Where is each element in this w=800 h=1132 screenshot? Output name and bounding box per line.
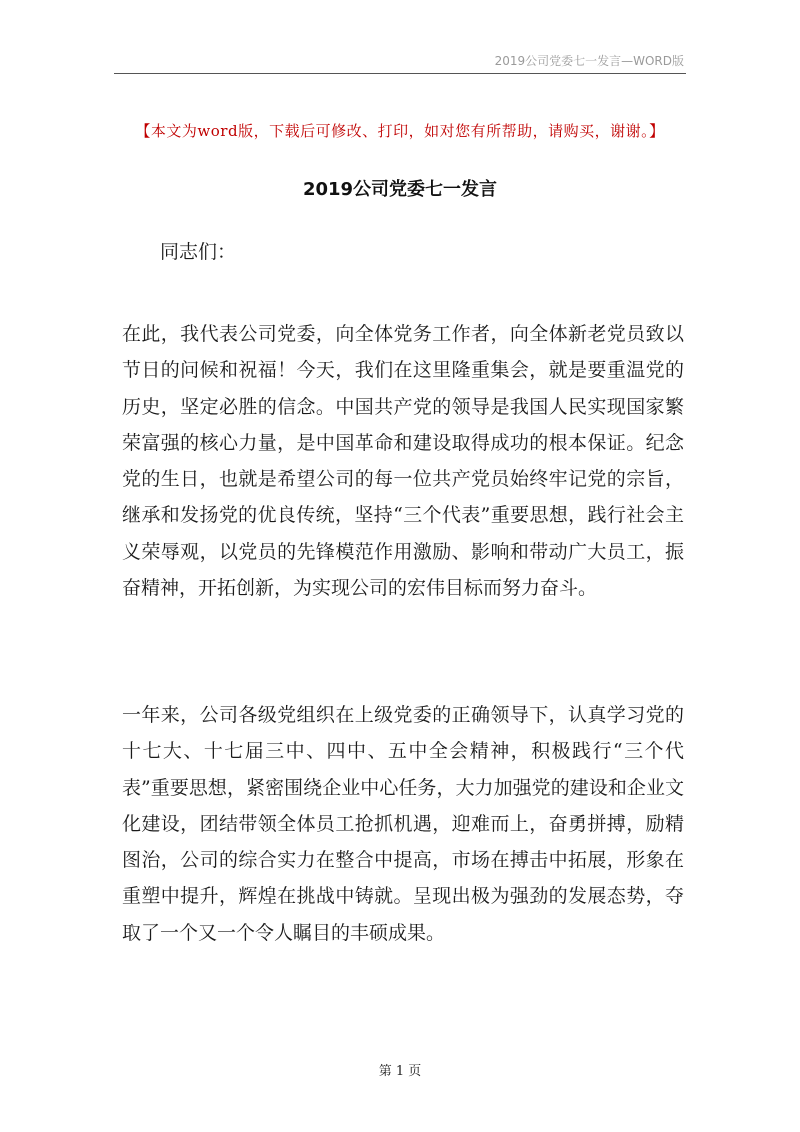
purchase-notice: 【本文为word版，下载后可修改、打印，如对您有所帮助，请购买，谢谢。】 bbox=[135, 122, 665, 140]
body-paragraph-2: 一年来，公司各级党组织在上级党委的正确领导下，认真学习党的十七大、十七届三中、四中、五中全会精神，积极践行“三个代表”重要思想，紧密围绕企业中心任务，大力加强党的建设和企业文化建设，团结带领全体员工抢抓机遇，迎难而上，奋勇拼搏，励精图治，公司的综合实力在整合中提高，市场在搏击中拓展，形象在重塑中提升，辉煌在挑战中铸就。呈现出极为强劲的发展态势，夺取了一个又一个令人瞩目的丰硕成果。 bbox=[122, 704, 684, 944]
salutation: 同志们： bbox=[160, 241, 237, 263]
document-title: 2019公司党委七一发言 bbox=[302, 179, 498, 200]
body-paragraph-1: 在此，我代表公司党委，向全体党务工作者，向全体新老党员致以节日的问候和祝福！今天，我们在这里隆重集会，就是要重温党的历史，坚定必胜的信念。中国共产党的领导是我国人民实现国家繁荣富强的核心力量，是中国革命和建设取得成功的根本保证。纪念党的生日，也就是希望公司的每一位共产党员始终牢记党的宗旨，继承和发扬党的优良传统，坚持“三个代表”重要思想，践行社会主义荣辱观，以党员的先锋模范作用激励、影响和带动广大员工，振奋精神，开拓创新，为实现公司的宏伟目标而努力奋斗。 bbox=[122, 323, 684, 600]
page-number: 第 1 页 bbox=[378, 1064, 422, 1079]
header-divider bbox=[114, 73, 686, 74]
running-header: 2019公司党委七一发言—WORD版 bbox=[494, 54, 684, 68]
